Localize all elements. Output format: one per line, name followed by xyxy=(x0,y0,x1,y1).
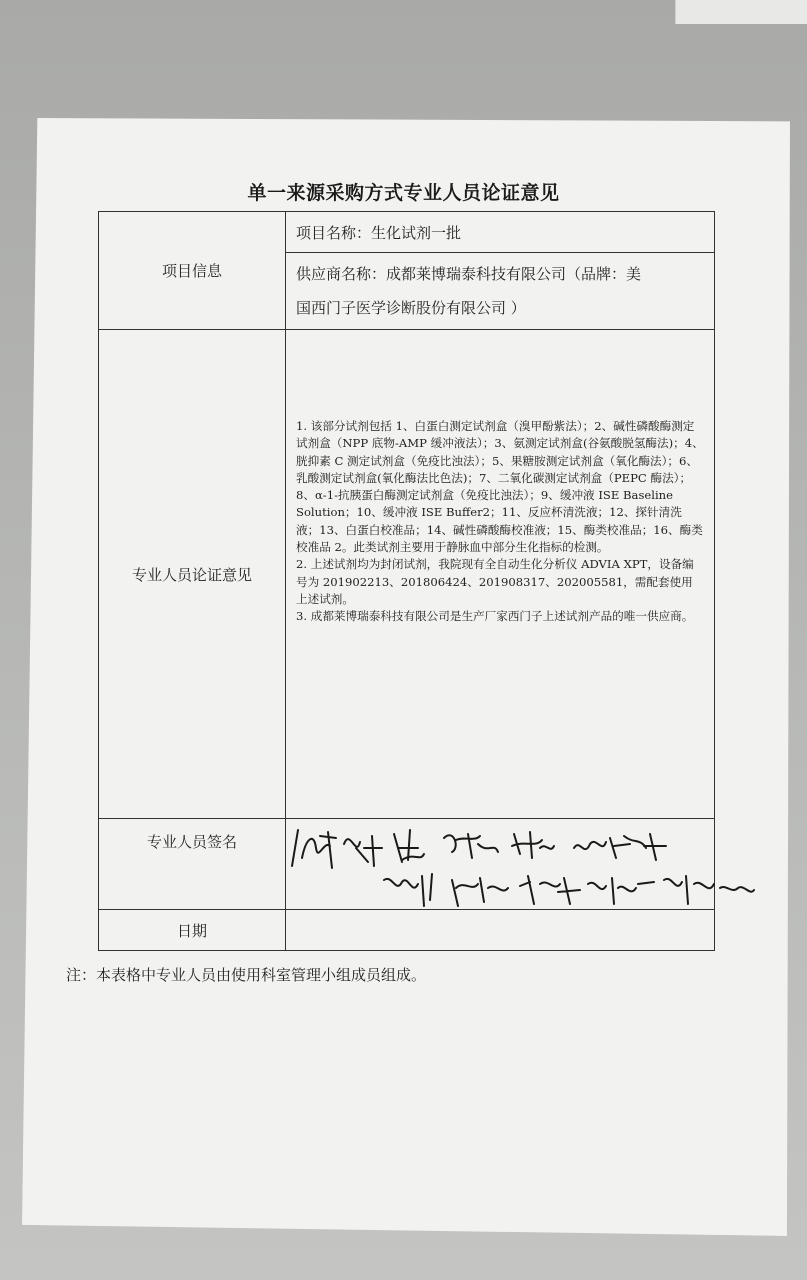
footnote: 注：本表格中专业人员由使用科室管理小组成员组成。 xyxy=(66,966,427,984)
handwritten-signatures xyxy=(284,818,764,928)
supplier-line-1: 供应商名称：成都莱博瑞泰科技有限公司（品牌：美 xyxy=(296,265,642,283)
signature-label: 专业人员签名 xyxy=(99,819,286,910)
document-title: 单一来源采购方式专业人员论证意见 xyxy=(247,182,560,204)
opinion-label: 专业人员论证意见 xyxy=(99,330,286,819)
date-label: 日期 xyxy=(99,910,286,951)
background-clip xyxy=(675,0,807,24)
opinion-paragraph-1: 1. 该部分试剂包括 1、白蛋白测定试剂盒（溴甲酚紫法）；2、碱性磷酸酶测定试剂盒（NPP 底物-AMP 缓冲液法）；3、氨测定试剂盒(谷氨酸脱氢酶法)；4、胱抑素 C 测定试剂盒（免疫比浊法）；5、果糖胺测定试剂盒（氧化酶法）；6、乳酸测定试剂盒(氧化酶法比色法)；7、二氧化碳测定试剂盒（PEPC 酶法）；8、α-1-抗胰蛋白酶测定试剂盒（免疫比浊法）；9、缓冲液 ISE Baseline Solution；10、缓冲液 ISE Buffer2；11、反应杯清洗液；12、探针清洗液；13、白蛋白校准品；14、碱性磷酸酶校准液；15、酶类校准品；16、酶类校准品 2。此类试剂主要用于静脉血中部分生化指标的检测。 xyxy=(296,419,704,555)
opinion-paragraph-3: 3. 成都莱博瑞泰科技有限公司是生产厂家西门子上述试剂产品的唯一供应商。 xyxy=(296,609,694,624)
project-info-label: 项目信息 xyxy=(99,212,286,330)
opinion-cell xyxy=(286,330,715,819)
opinion-paragraph-2: 2. 上述试剂均为封闭试剂，我院现有全自动生化分析仪 ADVIA XPT，设备编号为 201902213、201806424、201908317、202005581，需配套使用上述试剂。 xyxy=(296,557,694,606)
supplier-name xyxy=(286,253,715,330)
project-name: 项目名称：生化试剂一批 xyxy=(286,212,715,253)
supplier-line-2: 国西门子医学诊断股份有限公司 ） xyxy=(296,299,526,317)
